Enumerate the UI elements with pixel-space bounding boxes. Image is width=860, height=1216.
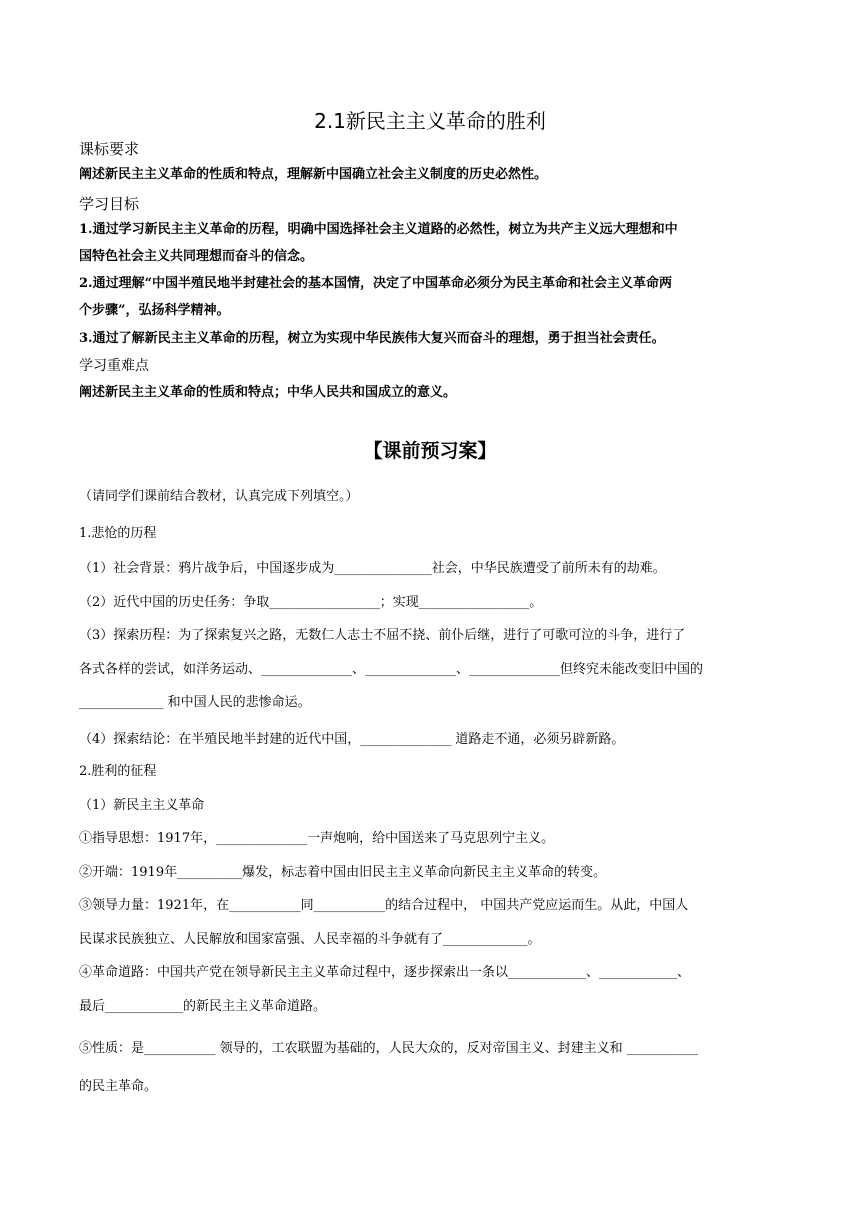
part-1-item-2: （2）近代中国的历史任务：争取_________________；实现_________________。: [79, 595, 543, 610]
preview-instruction: （请同学们课前结合教材，认真完成下列填空。）: [79, 489, 359, 504]
goal-1-line-1: 1.通过学习新民主主义革命的历程，明确中国选择社会主义道路的必然性，树立为共产主义远大理想和中: [79, 222, 678, 237]
part-1-item-3-line-2: 各式各样的尝试，如洋务运动、______________、______________、______________但终究未能改变旧中国的: [79, 662, 704, 677]
page-title: 2.1新民主主义革命的胜利: [314, 109, 546, 133]
part-2-item-4-line-1: ④革命道路：中国共产党在领导新民主主义革命过程中，逐步探索出一条以____________、____________、: [79, 965, 691, 980]
keypoints-heading: 学习重难点: [79, 358, 149, 374]
part-2-item-1: ①指导思想：1917年，______________一声炮响，给中国送来了马克思列宁主义。: [79, 831, 555, 846]
goal-2-line-2: 个步骤”，弘扬科学精神。: [79, 303, 230, 318]
part-1-item-4: （4）探索结论：在半殖民地半封建的近代中国，______________ 道路走不通，必须另辟新路。: [79, 732, 625, 747]
goal-2-line-1: 2.通过理解“中国半殖民地半封建社会的基本国情，决定了中国革命必须分为民主革命和社会主义革命两: [79, 276, 673, 291]
part-2-subtitle: （1）新民主主义革命: [79, 798, 205, 813]
part-2-item-2: ②开端：1919年__________爆发，标志着中国由旧民主主义革命向新民主主义革命的转变。: [79, 865, 607, 880]
part-2-item-5-line-2: 的民主革命。: [79, 1079, 158, 1094]
goal-3: 3.通过了解新民主主义革命的历程，树立为实现中华民族伟大复兴而奋斗的理想，勇于担当社会责任。: [79, 331, 665, 346]
keypoints-text: 阐述新民主主义革命的性质和特点；中华人民共和国成立的意义。: [79, 385, 457, 400]
curriculum-heading: 课标要求: [79, 140, 140, 158]
goals-heading: 学习目标: [79, 195, 140, 213]
part-1-title: 1.悲怆的历程: [79, 526, 157, 541]
curriculum-text: 阐述新民主主义革命的性质和特点，理解新中国确立社会主义制度的历史必然性。: [79, 167, 548, 182]
part-2-item-5-line-1: ⑤性质：是___________ 领导的，工农联盟为基础的，人民大众的，反对帝国主义、封建主义和 ___________: [79, 1041, 699, 1056]
part-1-item-1: （1）社会背景：鸦片战争后，中国逐步成为_______________社会，中华民族遭受了前所未有的劫难。: [79, 561, 666, 576]
part-1-item-3-line-1: （3）探索历程：为了探索复兴之路，无数仁人志士不屈不挠、前仆后继，进行了可歌可泣的斗争，进行了: [79, 628, 686, 643]
part-2-title: 2.胜利的征程: [79, 764, 157, 779]
part-2-item-3-line-2: 民谋求民族独立、人民解放和国家富强、人民幸福的斗争就有了_____________。: [79, 932, 541, 947]
part-1-item-3-line-3: _____________ 和中国人民的悲惨命运。: [79, 695, 311, 710]
part-2-item-4-line-2: 最后____________的新民主主义革命道路。: [79, 999, 327, 1014]
preview-heading: 【课前预习案】: [363, 440, 497, 462]
part-2-item-3-line-1: ③领导力量：1921年，在___________同___________的结合过程中， 中国共产党应运而生。从此，中国人: [79, 898, 689, 913]
goal-1-line-2: 国特色社会主义共同理想而奋斗的信念。: [79, 249, 314, 264]
